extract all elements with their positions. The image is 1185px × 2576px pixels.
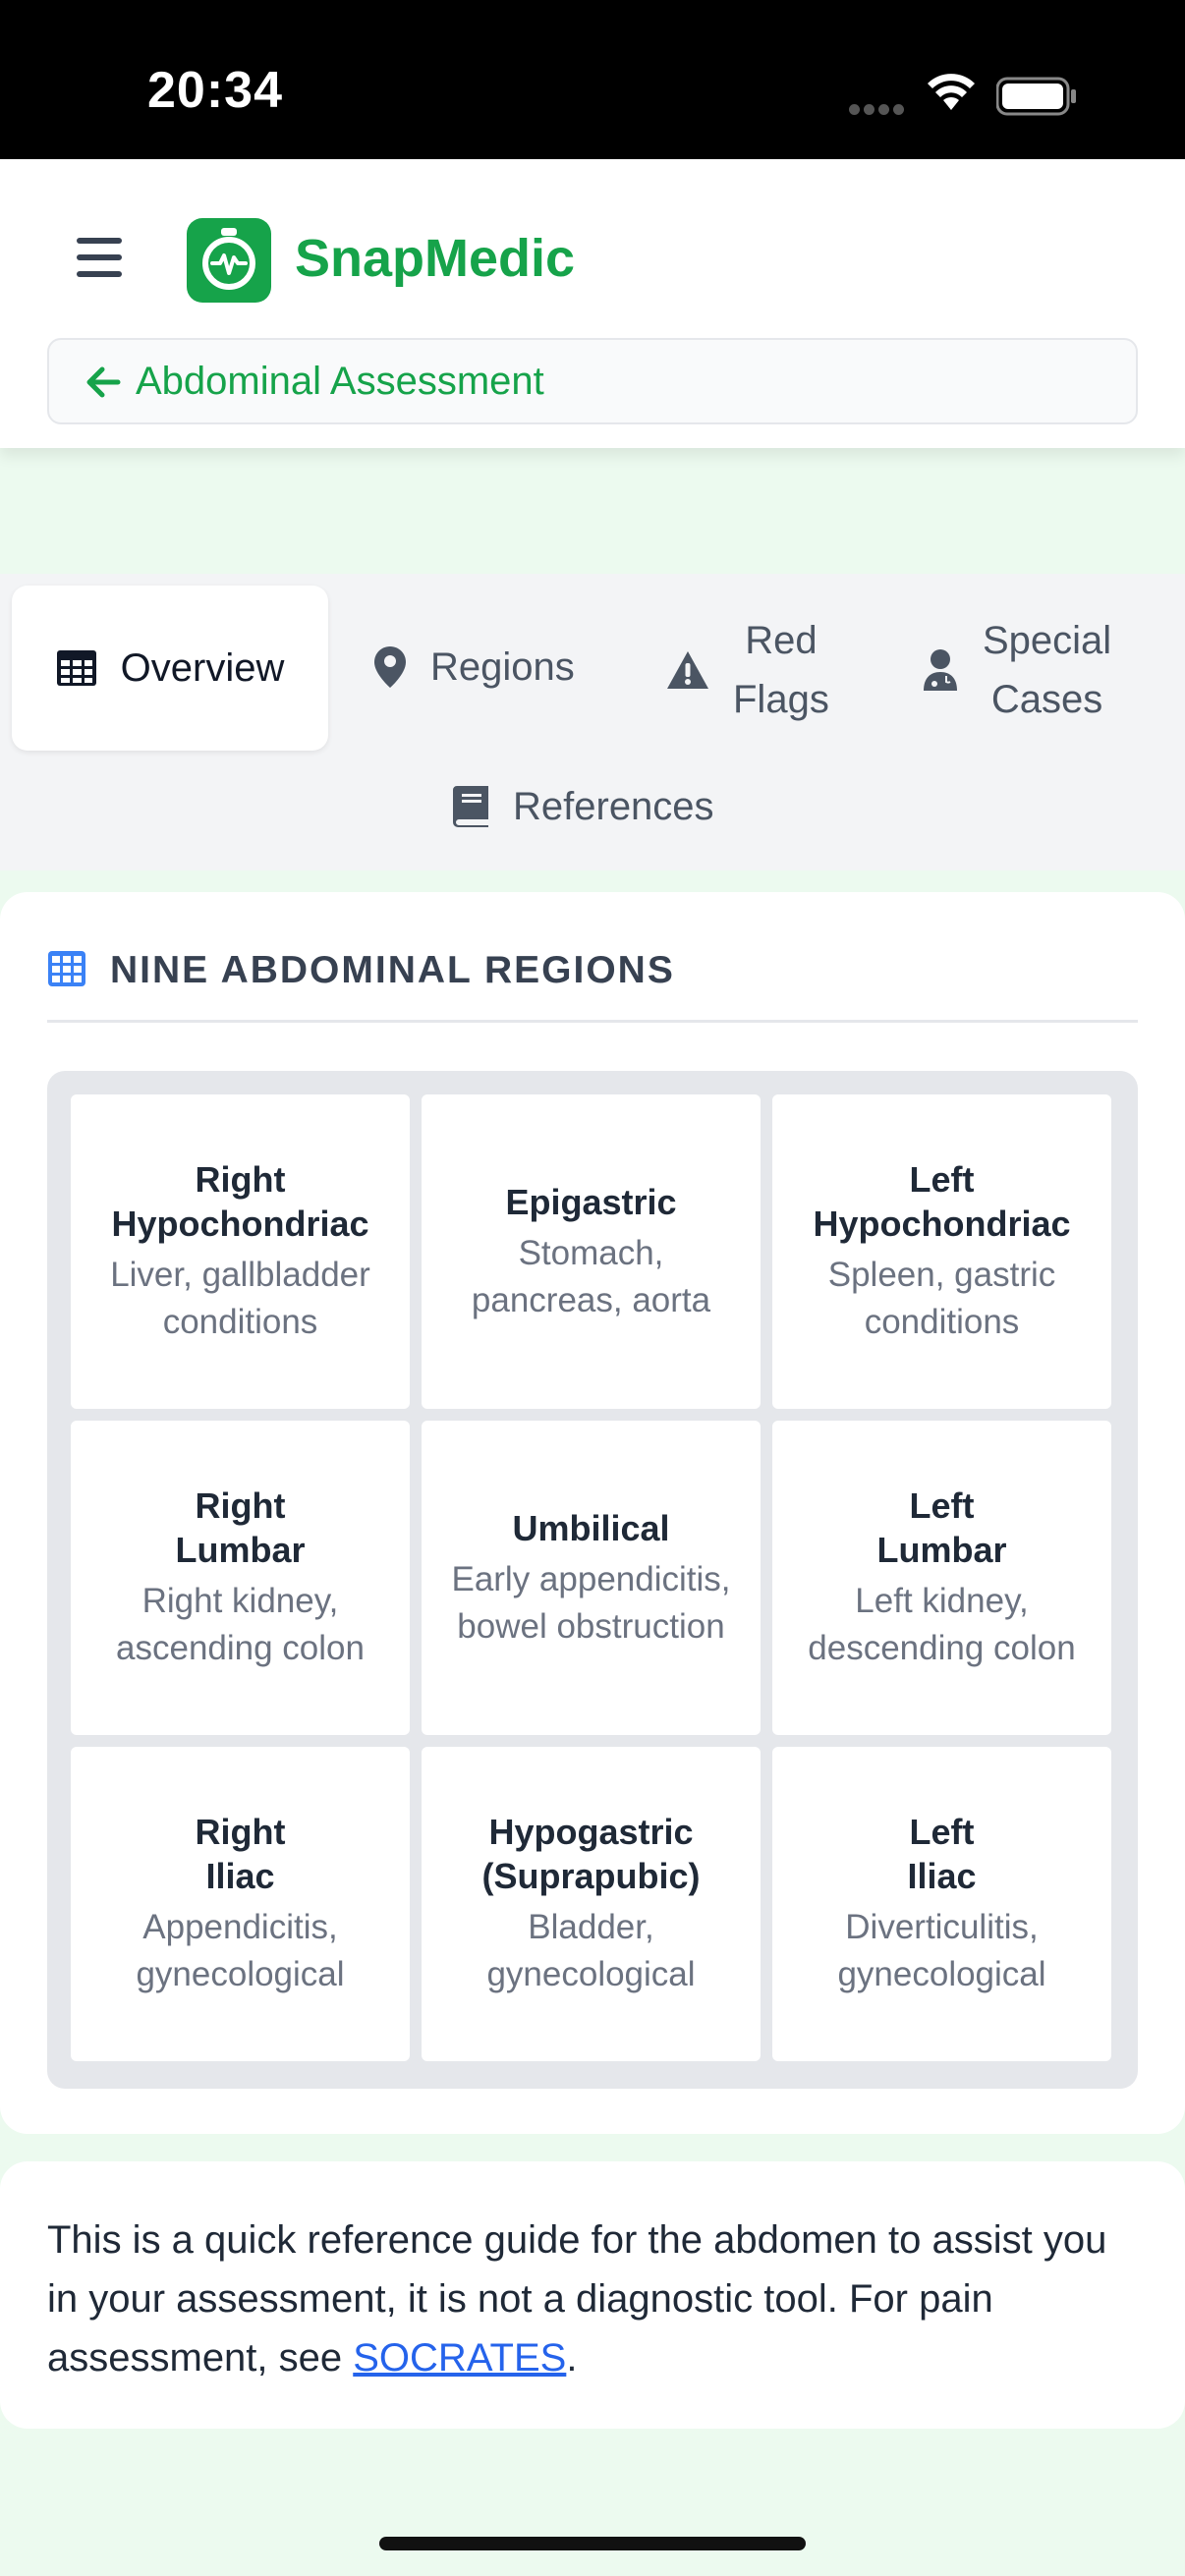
region-name: Hypogastric (Suprapubic) [481, 1812, 701, 1896]
tab-references[interactable] [452, 762, 714, 851]
arrow-left-icon [85, 364, 122, 401]
book-icon [452, 785, 489, 828]
tab-overview[interactable] [12, 586, 328, 751]
region-name: Right Lumbar [175, 1485, 306, 1570]
tab-regions[interactable] [373, 623, 575, 711]
region-name: Epigastric [505, 1181, 677, 1222]
section-header [47, 949, 675, 992]
tab-label: Special Cases [983, 619, 1112, 721]
back-button-label: Abdominal Assessment [136, 360, 544, 403]
region-description: Liver, gallbladder conditions [110, 1256, 370, 1341]
region-name: Right Iliac [195, 1812, 286, 1896]
disclaimer-body: This is a quick reference guide for the abdomen to assist you in your assessment, it is not a diagnostic tool. For pain assessment, see [47, 2218, 1107, 2380]
socrates-link[interactable]: SOCRATES [353, 2336, 567, 2380]
table-grid-icon [56, 649, 97, 687]
region-cell-left-iliac[interactable] [772, 1747, 1111, 2061]
tab-bar [0, 574, 1185, 870]
region-name: Left Hypochondriac [813, 1159, 1071, 1244]
tab-label: Red Flags [733, 619, 829, 721]
status-time: 20:34 [147, 62, 283, 119]
snapmedic-logo-icon [187, 218, 271, 303]
brand-name[interactable]: SnapMedic [295, 229, 576, 288]
battery-icon [996, 77, 1079, 116]
grid-icon [47, 950, 86, 992]
region-description: Appendicitis, gynecological [136, 1908, 345, 1993]
disclaimer-end: . [566, 2336, 578, 2380]
tab-red-flags[interactable] [666, 611, 829, 729]
regions-grid [47, 1071, 1138, 2089]
cellular-signal-icon [849, 102, 908, 120]
tab-label: References [513, 784, 714, 828]
home-indicator[interactable] [379, 2537, 806, 2550]
map-pin-icon [373, 645, 407, 689]
wifi-icon [926, 73, 977, 112]
region-cell-right-lumbar[interactable] [71, 1421, 410, 1735]
warning-triangle-icon [666, 650, 709, 690]
region-name: Left Iliac [907, 1812, 977, 1896]
disclaimer-card [0, 2161, 1185, 2429]
regions-card [0, 892, 1185, 2134]
region-description: Bladder, gynecological [486, 1908, 696, 1993]
region-description: Spleen, gastric conditions [827, 1256, 1056, 1341]
tab-label: Regions [430, 644, 575, 689]
region-description: Early appendicitis, bowel obstruction [451, 1559, 731, 1646]
region-cell-epigastric[interactable] [422, 1094, 761, 1409]
status-bar [0, 0, 1185, 159]
user-doctor-icon [922, 648, 959, 692]
region-cell-left-lumbar[interactable] [772, 1421, 1111, 1735]
region-cell-umbilical[interactable] [422, 1421, 761, 1735]
region-description: Stomach, pancreas, aorta [471, 1233, 711, 1319]
tab-special-cases[interactable] [922, 611, 1111, 729]
region-cell-right-iliac[interactable] [71, 1747, 410, 2061]
region-description: Diverticulitis, gynecological [837, 1908, 1046, 1993]
menu-icon[interactable] [77, 238, 122, 277]
divider [47, 1020, 1138, 1023]
section-title: NINE ABDOMINAL REGIONS [110, 949, 675, 991]
region-name: Left Lumbar [876, 1485, 1007, 1570]
app-header [0, 159, 1185, 448]
region-name: Right Hypochondriac [111, 1159, 369, 1244]
tab-label: Overview [120, 645, 285, 690]
region-cell-right-hypochondriac[interactable] [71, 1094, 410, 1409]
back-button[interactable] [47, 338, 1138, 424]
region-description: Right kidney, ascending colon [116, 1582, 365, 1667]
region-cell-hypogastric[interactable] [422, 1747, 761, 2061]
disclaimer-text [47, 2211, 1148, 2387]
region-cell-left-hypochondriac[interactable] [772, 1094, 1111, 1409]
region-name: Umbilical [512, 1507, 670, 1548]
region-description: Left kidney, descending colon [808, 1582, 1076, 1667]
